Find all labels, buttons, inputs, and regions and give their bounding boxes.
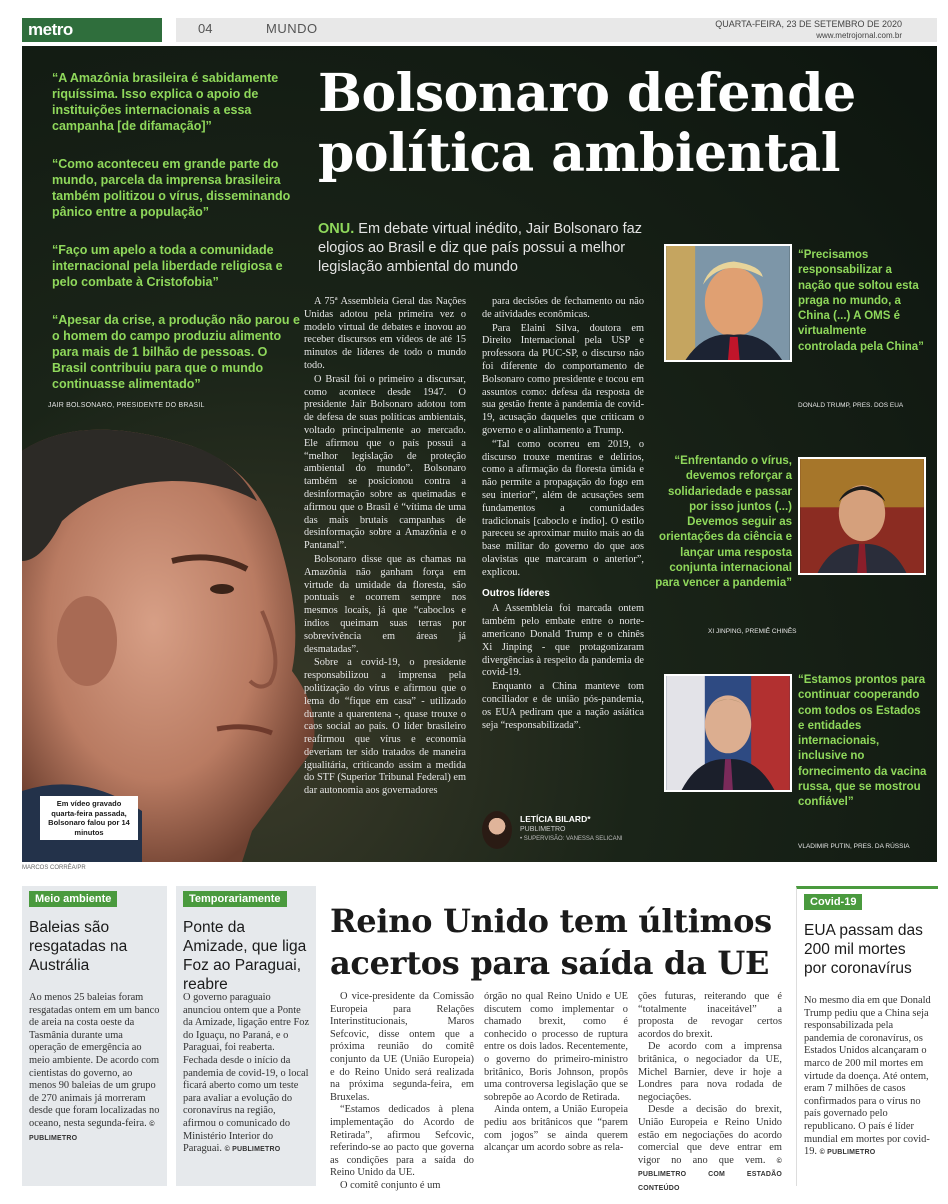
metro-logo: metro [22, 18, 162, 42]
brief-whales [22, 886, 167, 1186]
source-label: © PUBLIMETRO [29, 1120, 155, 1142]
paragraph: “Tal como ocorreu em 2019, o discurso trouxe mentiras e delírios, como a afirmação da floresta úmida e não permite a propagação do fogo em seu interior”, além de acusações sem fundamentos a comunidades tradicionais [caboclo e índio]. O estilo pareceu se aproximar muito mais ao da base militar do governo do que aos olavistas que marcaram o anterior”, explicou. [482, 438, 644, 578]
author-avatar [482, 811, 512, 849]
paragraph: De acordo com a imprensa britânica, o negociador da UE, Michel Barnier, deve ir hoje a Londres para nova rodada de negociações. [638, 1041, 782, 1103]
section-tag: Meio ambiente [29, 891, 117, 907]
deck-text: Em debate virtual inédito, Jair Bolsonaro faz elogios ao Brasil e diz que país possui a melhor legislação ambiental do mundo [318, 221, 642, 275]
bolsonaro-quote-2: “Como aconteceu em grande parte do mundo, parcela da imprensa brasileira também politizou o vírus, disseminando pânico entre a população” [52, 157, 291, 219]
paragraph: para decisões de fechamento ou não de atividades econômicas. [482, 296, 644, 320]
paragraph: Ainda ontem, a União Europeia pediu aos britânicos que “parem com jogos” se ainda querem alcançar um acordo sobre as rela- [484, 1104, 628, 1154]
putin-photo [664, 674, 792, 792]
section-tag: Covid-19 [804, 894, 862, 910]
uk-column-1 [330, 991, 474, 1193]
paragraph: órgão no qual Reino Unido e UE discutem como implementar o chamado brexit, como é conhecido o processo de ruptura entre os dois lados. Recentemente, o governo do primeiro-ministro britânico, Boris Johnson, propôs uma controversa legislação que se sobrepõe ao Acordo de Retirada. [484, 991, 628, 1103]
putin-attribution: VLADIMIR PUTIN, PRES. DA RÚSSIA [798, 843, 910, 850]
brief-headline: Baleias são resgatadas na Austrália [29, 919, 128, 974]
paragraph: Desde a decisão do brexit, União Europeia e Reino Unido estão em negociações do acordo comercial que deve entrar em vigor no ano que vem. © PUBLIMETRO COM ESTADÃO CONTEÚDO [638, 1104, 782, 1192]
deck [318, 220, 658, 277]
article-column-1 [304, 296, 466, 799]
author-name: LETÍCIA BILARD* [520, 814, 591, 824]
putin-quote: “Estamos prontos para continuar cooperando com todos os Estados e entidades internacionais, inclusive no fornecimento da vacina russa, que se mostrou confiável” [798, 674, 927, 809]
brief-body: Ao menos 25 baleias foram resgatadas ontem em um banco de areia na costa oeste da Tasmânia durante uma operação de emergência ao meio ambiente. De acordo com cientistas do governo, ao menos 90 baleias de um grupo de 270 animais já morreram desde que foram localizadas no oceano, nesta segunda-feira. © PUBLIMETRO [29, 992, 160, 1142]
byline [482, 811, 662, 851]
main-story [22, 46, 937, 862]
uk-column-3 [638, 991, 782, 1196]
trump-quote: “Precisamos responsabilizar a nação que soltou esta praga no mundo, a China (...) A OMS é virtualmente controlada pela China” [798, 249, 924, 353]
source-label: © PUBLIMETRO COM ESTADÃO CONTEÚDO [638, 1157, 782, 1192]
paragraph: O vice-presidente da Comissão Europeia para Relações Interinstitucionais, Maros Sefcovic, disse ontem que a próxima reunião do comitê conjunto da UE (União Europeia) e do Reino Unido será realizada na próxima segunda-feira, em Bruxelas. [330, 991, 474, 1103]
paragraph: O comitê conjunto é um [340, 1179, 441, 1191]
paragraph: “Estamos dedicados à plena implementação do Acordo de Retirada”, afirmou Sefcovic, referindo-se ao pacto que governa as condições para a saída do Reino Unido da UE. [330, 1104, 474, 1179]
author-supervision: • SUPERVISÃO: VANESSA SELICANI [520, 836, 623, 842]
section-name: MUNDO [266, 21, 318, 36]
headline: Bolsonaro defende política ambiental [318, 63, 856, 184]
deck-kicker: ONU. [318, 221, 355, 237]
author-org: PUBLIMETRO [520, 826, 566, 833]
article-column-2 [482, 296, 644, 733]
bolsonaro-photo [22, 411, 322, 862]
xi-attribution: XI JINPING, PREMIÊ CHINÊS [708, 628, 797, 635]
paragraph: A 75ª Assembleia Geral das Nações Unidas adotou pela primeira vez o modelo virtual de debates e inovou ao receber discursos em vídeos de até 15 minutos de líderes de todo o mundo todo. [304, 296, 466, 371]
photo-caption: Em vídeo gravado quarta-feira passada, Bolsonaro falou por 14 minutos [40, 796, 138, 840]
bolsonaro-quote-1: “A Amazônia brasileira é sabidamente riquíssima. Isso explica o apoio de instituições internacionais a essa campanha [de difamação]” [52, 71, 279, 133]
page-number: 04 [198, 21, 213, 36]
paragraph: Sobre a covid-19, o presidente responsabilizou a imprensa pela politização do vírus e afirmou que o lema do “fique em casa” - utilizado durante a quarentena -, quase trouxe o caos social ao país. O líder brasileiro reafirmou que vírus e economia deveriam ter sido tratados de maneira igualitária, criticando assim a medida do STF (Superior Tribunal Federal) em dar autonomia aos governadores [304, 657, 466, 797]
brief-headline: EUA passam das 200 mil mortes por coronavírus [804, 922, 923, 977]
quote-attribution: JAIR BOLSONARO, PRESIDENTE DO BRASIL [48, 402, 205, 409]
section-tag: Temporariamente [183, 891, 287, 907]
page-header [0, 0, 948, 44]
uk-column-2 [484, 991, 628, 1155]
paragraph: O Brasil foi o primeiro a discursar, como acontece desde 1947. O presidente Jair Bolsonaro adotou tom de defesa de suas políticas ambientais, voltado principalmente ao mercado. Ele afirmou que o país possui a “melhor legislação de proteção ambiental do mundo”. Bolsonaro também se posicionou contra a desinformação sobre as queimadas e afirmou que o Brasil é “vítima de uma das mais brutais campanhas de desinformação sobre a Amazônia e o Pantanal”. [304, 373, 466, 552]
paragraph: Enquanto a China manteve tom conciliador e de união pós-pandemia, os EUA pediram que a nação asiática seja “responsabilizada”. [482, 681, 644, 731]
paragraph: Bolsonaro disse que as chamas na Amazônia não ganham força em virtude da umidade da floresta, são pontuais e ocorrem sempre nos mesmos locais, já que “caboclos e índios queimam suas terras por sobrevivência em áreas já desmatadas”. [304, 553, 466, 655]
brief-bridge [176, 886, 316, 1186]
xi-jinping-photo [798, 457, 926, 575]
source-label: © PUBLIMETRO [819, 1149, 876, 1157]
trump-photo [664, 244, 792, 362]
brief-body: No mesmo dia em que Donald Trump pediu que a China seja responsabilizada pela pandemia de coronavírus, os Estados Unidos alcançaram o marco de 200 mil mortes em virtude da doença. Até ontem, eram 7 milhões de casos confirmados para o vírus no país governado pelo republicano. O país é líder mundial em mortes por covid-19. © PUBLIMETRO [804, 995, 931, 1158]
edition-date: QUARTA-FEIRA, 23 DE SETEMBRO DE 2020 [715, 19, 902, 29]
trump-attribution: DONALD TRUMP, PRES. DOS EUA [798, 402, 904, 409]
uk-headline: Reino Unido tem últimos acertos para saída da UE [330, 902, 772, 982]
source-label: © PUBLIMETRO [224, 1146, 281, 1154]
paragraph: ções futuras, reiterando que é “totalmente inaceitável” a proposta de revogar certos acordos do brexit. [638, 991, 782, 1040]
paragraph: A Assembleia foi marcada ontem também pelo embate entre o norte-americano Donald Trump e o chinês Xi Jinping - que protagonizaram divergências à respeito da pandemia de covid-19. [482, 603, 644, 679]
xi-quote: “Enfrentando o vírus, devemos reforçar a solidariedade e passar por isso juntos (...) Devemos seguir as orientações da ciência e lançar uma resposta conjunta internacional para vencer a pandemia” [655, 455, 792, 590]
bolsonaro-quote-4: “Apesar da crise, a produção não parou e o homem do campo produziu alimento para mais de 1 bilhão de pessoas. O Brasil contribuiu para que o mundo continuasse alimentado” [52, 313, 300, 391]
bolsonaro-quote-3: “Faço um apelo a toda a comunidade internacional pela liberdade religiosa e pelo combate à Cristofobia” [52, 243, 283, 289]
brief-headline: Ponte da Amizade, que liga Foz ao Paraguai, reabre [183, 919, 307, 993]
subheading: Outros líderes [482, 587, 550, 599]
paragraph: Para Elaini Silva, doutora em Direito Internacional pela USP e professora da PUC-SP, o discurso não foi diferente do comportamento de Bolsonaro como presidente e tocou em assuntos como: defesa da resposta de sua gestão frente à pandemia de covid-19, acusação daqueles que criticam o governo e o alinhamento a Trump. [482, 322, 644, 436]
brief-covid [796, 886, 938, 1186]
website-url: www.metrojornal.com.br [816, 31, 902, 40]
photo-credit: MARCOS CORRÊA/PR [22, 865, 86, 871]
brief-body: O governo paraguaio anunciou ontem que a Ponte da Amizade, ligação entre Foz do Iguaçu, no Paraná, e o Paraguai, foi reaberta. Fechada desde o início da pandemia de covid-19, o local ficará aberto como um teste para avaliar a evolução do coronavírus na região, afirmou o comunicado do Ministério Interior do Paraguai. © PUBLIMETRO [183, 992, 310, 1155]
